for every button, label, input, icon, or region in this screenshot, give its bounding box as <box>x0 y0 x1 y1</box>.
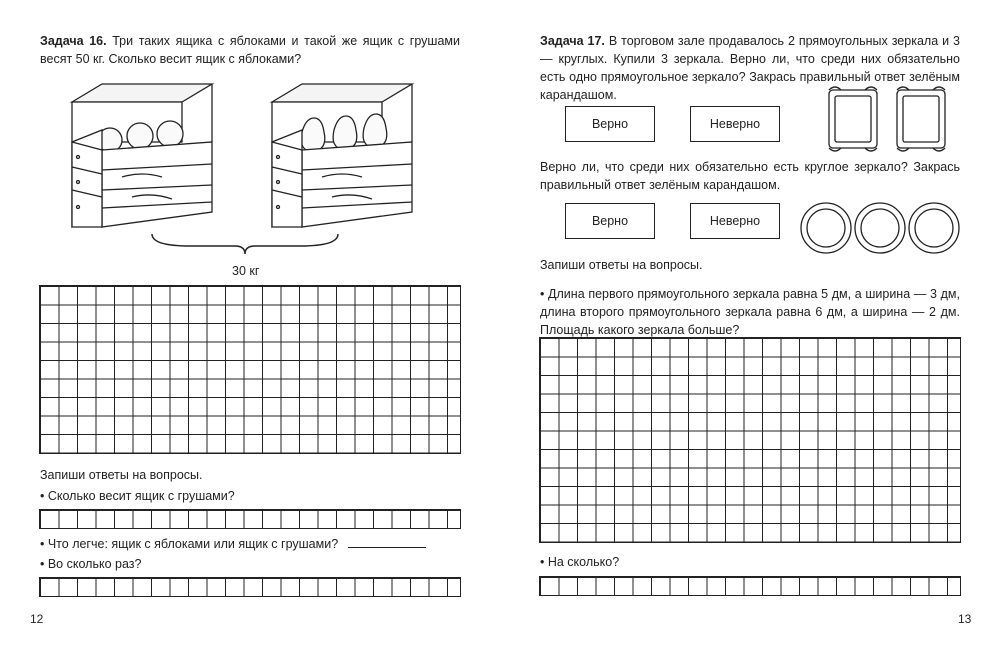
task-16-title: Задача 16. <box>40 34 107 48</box>
answer-true-button-2[interactable]: Верно <box>565 203 655 239</box>
answers-heading-17: Запиши ответы на вопросы. <box>540 258 703 272</box>
brace-icon <box>150 232 340 256</box>
question-lighter <box>40 535 470 553</box>
answer-false-button-2[interactable]: Неверно <box>690 203 780 239</box>
pear-crate-image <box>262 82 422 232</box>
question-pear-weight: • Сколько весит ящик с грушами? <box>40 489 235 503</box>
right-page <box>500 0 1000 648</box>
question-mirror-area: • Длина первого прямоугольного зеркала равна 5 дм, а ширина — 3 дм, длина второго прямоугольного зеркала равна 6 дм, а ширина — 2 дм. Площадь какого зеркала больше? <box>540 287 960 337</box>
answer-grid-17[interactable] <box>540 338 960 542</box>
answer-row-how-much[interactable] <box>540 577 960 595</box>
page-number-right: 13 <box>958 612 972 626</box>
answer-true-button-1[interactable]: Верно <box>565 106 655 142</box>
task-16-text <box>40 32 460 68</box>
answer-false-button-1[interactable]: Неверно <box>690 106 780 142</box>
rectangular-mirrors-image <box>825 84 955 154</box>
question-lighter-text: • Что легче: ящик с яблоками или ящик с грушами? <box>40 537 339 551</box>
question-round-mirror: Верно ли, что среди них обязательно есть круглое зеркало? Закрась правильный ответ зелёным карандашом. <box>540 160 960 192</box>
brace-label: 30 кг <box>232 264 260 278</box>
answer-row-times[interactable] <box>40 578 460 596</box>
task-16-body: Три таких ящика с яблоками и такой же ящик с грушами весят 50 кг. Сколько весит ящик с яблоками? <box>40 34 460 66</box>
apple-crate-image <box>62 82 222 232</box>
task-17-title: Задача 17. <box>540 34 605 48</box>
round-mirrors-image <box>798 200 962 256</box>
question-how-much: • На сколько? <box>540 555 620 569</box>
answer-row-pear-weight[interactable] <box>40 510 460 528</box>
task-17-body: В торговом зале продавалось 2 прямоугольных зеркала и 3 — круглых. Купили 3 зеркала. Верно ли, что среди них обязательно есть одно прямоугольное зеркало? Закрась правильный ответ зелёным карандашом. <box>540 34 960 102</box>
question-times: • Во сколько раз? <box>40 557 142 571</box>
answers-heading-16: Запиши ответы на вопросы. <box>40 468 203 482</box>
answer-line-lighter[interactable] <box>348 536 426 548</box>
answer-grid-16[interactable] <box>40 286 460 453</box>
page-number-left: 12 <box>30 612 44 626</box>
